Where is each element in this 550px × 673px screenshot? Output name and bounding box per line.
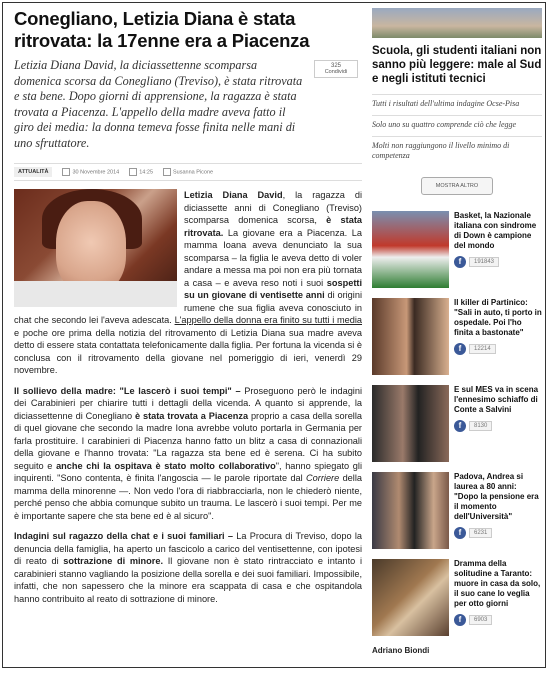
facebook-icon[interactable]: f [454,343,466,355]
p1-link[interactable]: L'appello della donna era finito su tutti i media [174,315,363,325]
news-title[interactable]: Il killer di Partinico: "Sali in auto, ti porto in ospedale. Poi l'ho finita a bastonate" [454,298,542,337]
facebook-icon[interactable]: f [454,420,466,432]
share-row [454,527,542,539]
time-info [129,168,153,176]
share-row [454,420,542,432]
paragraph-3 [14,530,362,605]
share-counter[interactable] [314,60,358,78]
article-date: 30 Novembre 2014 [72,169,120,176]
sidebar-link[interactable]: Solo uno su quattro comprende ciò che legge [372,115,542,136]
share-count: 191843 [469,257,499,267]
share-count: 325 [330,63,341,69]
p2-heading: Il sollievo della madre: "Le lascerò i suoi tempi" – [14,385,241,396]
news-thumbnail[interactable] [372,385,449,462]
share-row [454,614,542,626]
p2-bold-1: è stata trovata a Piacenza [134,410,249,421]
p1-name: Letizia Diana David [184,190,283,200]
p3-text-1: La Procura di Treviso, dopo la denuncia della famiglia, ha aperto un fascicolo a carico del ventisettenne, con ipotesi di reato di [14,531,363,566]
show-more-button[interactable]: MOSTRA ALTRO [421,177,493,195]
p1-bold-1: è stata ritrovata. [184,215,362,238]
share-count: 12214 [469,344,496,354]
p1-text-4: e poche ore prima della notizia del ritrovamento di Letizia Diana sua madre aveva detto di essere stata contattata telefonicamente dalla figlia. Per fortuna la vicenda si è conclusa con il ritrovamento della giovane nel pomeriggio di ieri, venerdì 29 novembre. [14,327,362,375]
paragraph-2 [14,385,362,523]
news-title[interactable]: E sul MES va in scena l'ennesimo schiaffo di Conte a Salvini [454,385,539,414]
share-row [454,343,542,355]
p2-text-2: proprio a casa della sorella di quel giovane che secondo la madre Iona avrebbe voluto portarla in Germania per farla prostituire. I carabinieri di Piacenza hanno fatto un blitz a casa di connazionali della giovane e l'hanno trovata: "La ragazza sta bene ed è serena. Ci ha subito seguito e [14,410,363,471]
article-title: Conegliano, Letizia Diana è stata ritrovata: la 17enne era a Piacenza [14,8,310,51]
sidebar-top-image[interactable] [372,8,542,38]
sidebar [372,8,542,655]
news-thumbnail[interactable] [372,298,449,375]
p3-heading: Indagini sul ragazzo della chat e i suoi familiari – [14,531,233,541]
p1-text-2: La giovane era a Piacenza. La mamma Ioana aveva denunciato la sua scomparsa – la figlia le aveva detto di voler andare a messa ma poi non era più tornata a casa – e aveva reso noti i suoi [184,227,362,288]
news-item[interactable] [372,559,542,636]
article-photo [14,189,177,307]
sidebar-headline[interactable]: Scuola, gli studenti italiani non sanno più leggere: male al Sud e negli istituti tecnici [372,45,542,85]
news-item[interactable] [372,211,542,288]
news-thumbnail[interactable] [372,559,449,636]
p2-text-1: Proseguono però le indagini dei Carabinieri per chiarire tutti i dettagli della vicenda. A quanto si apprende, la diciassettenne di Conegliano [14,385,362,421]
share-count: 8130 [469,421,492,431]
news-title[interactable]: Dramma della solitudine a Taranto: muore in casa da solo, il suo cane lo veglia per otto giorni [454,559,541,608]
article-author[interactable]: Susanna Picone [173,169,214,176]
photo-shirt [14,281,177,307]
date-info [62,168,119,176]
news-item[interactable] [372,472,542,549]
author-info [163,168,213,176]
calendar-icon [62,168,70,176]
category-tag[interactable]: ATTUALITÀ [14,167,52,177]
sidebar-links [372,94,542,167]
facebook-icon[interactable]: f [454,614,466,626]
lead-section [14,58,362,151]
p3-bold-1: sottrazione di minore. [63,556,164,566]
p1-text-3: di origini rumene che sua figlia aveva conosciuto in chat che secondo lei l'aveva adescata. [14,290,362,325]
share-label: Condividi [324,69,348,75]
p2-text-3: ", hanno spiegato gli inquirenti. "Sono contenta, è finita l'angoscia — le parole riportate dal [14,460,362,483]
sidebar-link[interactable]: Molti non raggiungono il livello minimo di competenza [372,136,542,167]
sidebar-author[interactable]: Adriano Biondi [372,646,430,655]
p2-italic-1: Corriere [306,473,340,483]
user-icon [163,168,171,176]
news-thumbnail[interactable] [372,211,449,288]
share-count: 6903 [469,615,492,625]
news-title[interactable]: Padova, Andrea si laurea a 80 anni: "Dopo la pensione era il momento dell'Università" [454,472,539,521]
p2-bold-2: anche chi la ospitava è stato molto collaborativo [56,460,276,471]
p2-text-4: della mamma della minorenne —. Non vedo l'ora di riabbracciarla, non le chiederò niente, perché penso che abbia comunque subito un trauma. Le lascerò i suoi tempi. Per me è importante sapere che sta bene ed è al sicuro". [14,473,362,521]
news-title[interactable]: Basket, la Nazionale italiana con sindrome di Down è campione del mondo [454,211,537,250]
article-column [14,8,362,613]
p1-bold-2: sospetti su un giovane di ventisette anni [184,277,362,300]
news-list [372,211,542,636]
news-thumbnail[interactable] [372,472,449,549]
news-item[interactable] [372,385,542,462]
photo-face [56,201,126,293]
share-count: 6231 [469,528,492,538]
article-time: 14:25 [139,169,153,176]
facebook-icon[interactable]: f [454,527,466,539]
facebook-icon[interactable]: f [454,256,466,268]
news-item[interactable] [372,298,542,375]
article-meta [14,163,362,181]
sidebar-link[interactable]: Tutti i risultati dell'ultima indagine Ocse-Pisa [372,94,542,115]
article-body [14,189,362,605]
p1-text-1: , la ragazza di diciassette anni di Conegliano (Treviso) scomparsa domenica scorsa, [184,190,362,225]
clock-icon [129,168,137,176]
p3-text-2: Il giovane non è stato rintracciato e intanto i carabinieri stanno vagliando la posizione della sorella e dei suoi familiari. Impossibile, infatti, che non sapessero che la minore era scappata di casa e che ospitandola hanno contribuito al reato di sottrazione di minore. [14,556,362,604]
article-lead: Letizia Diana David, la diciassettenne scomparsa domenica scorsa da Conegliano (Treviso), è stata ritrovata e sta bene. Dopo giorni di apprensione, la ragazza è stata trovata a Piacenza. L'appello della madre aveva fatto il giro dei media: la donna temeva fosse finita nelle mani di uno sfruttatore. [14,58,303,150]
share-row [454,256,542,268]
